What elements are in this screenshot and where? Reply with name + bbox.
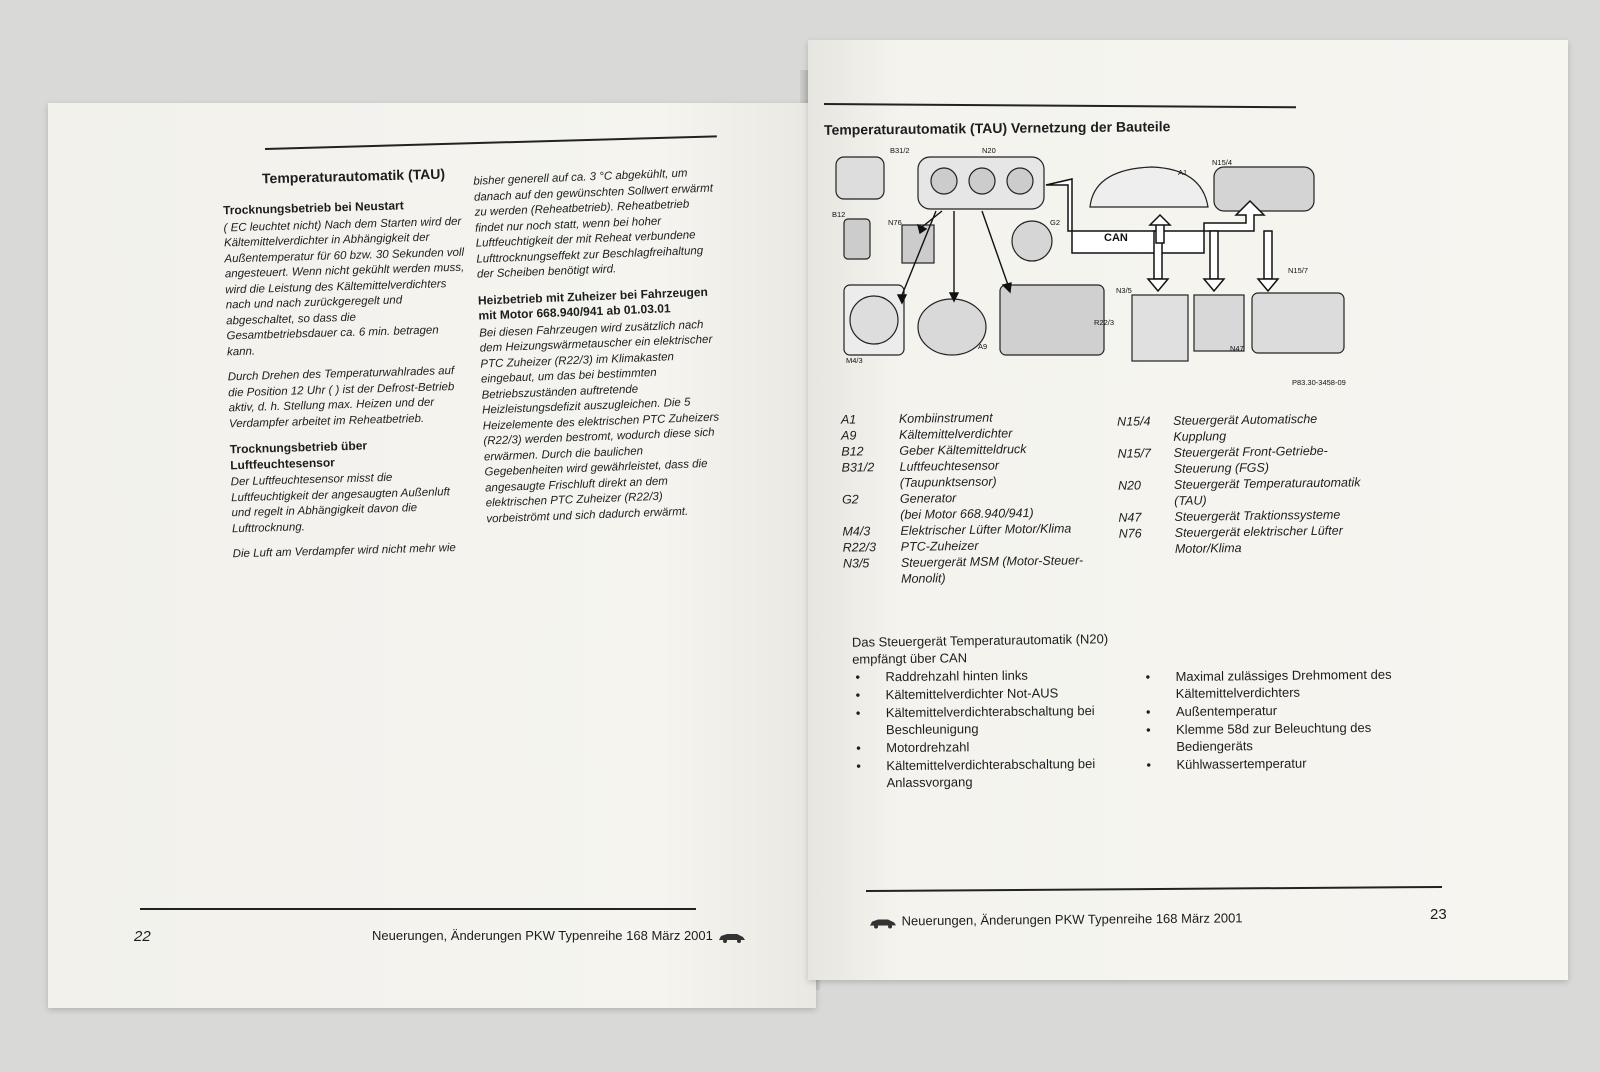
generator-illustration [1012, 221, 1052, 261]
legend-text: Luftfeuchtesensor [899, 458, 1000, 474]
diagram-label: N76 [888, 218, 902, 227]
legend-row [843, 552, 1083, 571]
can-intro-line: Das Steuergerät Temperaturautomatik (N20) [851, 631, 1109, 650]
legend-code: A1 [840, 412, 857, 427]
legend-code: N3/5 [842, 556, 870, 571]
heading-trocknung-luftfeuchte: Trocknungsbetrieb über Luftfeuchtesensor [229, 438, 368, 472]
legend-text: Elektrischer Lüfter Motor/Klima [900, 521, 1072, 538]
car-icon [868, 916, 898, 928]
legend-row [1117, 442, 1360, 461]
paragraph: Der Luftfeuchtesensor misst die Luftfeuchtigkeit der angesaugten Außenluft und regelt in Abhängigkeit davon die Lufttrocknung. [230, 471, 451, 535]
diagram-label: R22/3 [1094, 318, 1115, 327]
right-section-title: Temperaturautomatik (TAU) Vernetzung der Bauteile [823, 118, 1171, 138]
legend-text: Steuergerät Front-Getriebe- [1173, 443, 1328, 460]
left-column-1 [223, 197, 473, 573]
legend-code [842, 487, 900, 488]
legend-code: A9 [841, 428, 857, 443]
heading-trocknung-neustart: Trocknungsbetrieb bei Neustart [222, 198, 404, 218]
bullet-item: • Motordrehzahl [852, 736, 1142, 756]
received-signals-list-left [851, 665, 1142, 792]
legend-code [1118, 505, 1174, 506]
legend-code: N15/4 [1117, 414, 1151, 429]
diagram-label: B31/2 [890, 146, 910, 155]
legend-row [1118, 474, 1361, 493]
legend-code: B31/2 [841, 460, 875, 475]
can-intro-line: empfängt über CAN [852, 650, 968, 667]
legend-code [1118, 473, 1174, 474]
clutch-unit-illustration [1214, 167, 1314, 211]
legend-text: Steuergerät Temperaturautomatik [1173, 475, 1361, 492]
diagram-label: N3/5 [1116, 286, 1132, 295]
diagram-label: A1 [1178, 168, 1188, 177]
diagram-label: G2 [1050, 218, 1061, 227]
diagram-label: N15/4 [1212, 158, 1233, 167]
diagram-label: B12 [832, 210, 846, 219]
left-column-2 [473, 166, 727, 538]
right-page-number: 23 [1430, 906, 1447, 923]
legend-code: R22/3 [842, 540, 877, 555]
paragraph: ( EC leuchtet nicht) Nach dem Starten wird der Kältemittelverdichter in Abhängigkeit der Außentemperatur für 60 bzw. 30 Sekunden voll angesteuert. Wenn nicht gekühlt werden muss, wird die Leistung des Kältemittelverdichters nach und nach zurückgeregelt und abgeschaltet, so dass die Gesamtbetriebsdauer ca. 6 min. betragen kann. [223, 215, 465, 358]
car-icon [717, 931, 747, 943]
legend-text: (bei Motor 668.940/941) [900, 506, 1034, 522]
legend-text: Steuergerät elektrischer Lüfter [1174, 523, 1343, 540]
legend-code: N76 [1118, 526, 1142, 541]
transmission-ecu-illustration [1252, 293, 1344, 353]
compressor-illustration [918, 299, 986, 355]
legend-text: Generator [899, 491, 957, 506]
legend-row [1119, 522, 1362, 541]
legend-code: N15/7 [1117, 446, 1152, 461]
can-intro [852, 630, 1109, 668]
bullet-item: • Kühlwassertemperatur [1142, 754, 1402, 774]
diagram-label: CAN [1104, 232, 1128, 244]
component-network-diagram [832, 145, 1372, 390]
legend-text: (TAU) [1174, 493, 1207, 508]
legend-code: N20 [1117, 478, 1142, 493]
heading-heizbetrieb: Heizbetrieb mit Zuheizer bei Fahrzeugen mit Motor 668.940/941 ab 01.03.01 [477, 284, 709, 323]
legend-row [1119, 538, 1362, 557]
bullet-item: • Außentemperatur [1142, 701, 1402, 721]
diagram-label: N47 [1230, 344, 1244, 353]
diagram-label: M4/3 [846, 356, 863, 365]
legend-code [843, 583, 901, 584]
legend-right [1117, 410, 1361, 557]
bullet-item: • Raddrehzahl hinten links [851, 665, 1141, 685]
legend-text: Steuerung (FGS) [1173, 460, 1270, 476]
footer-text: Neuerungen, Änderungen PKW Typenreihe 168 März 2001 [372, 928, 713, 943]
paragraph: Bei diesen Fahrzeugen wird zusätzlich nach dem Heizungswärmetauscher ein elektrischer PTC Zuheizer (R22/3) im Klimakasten eingebaut, um das bei bestimmten Betriebszuständen auftretende Heizleistungsdefizit auszugleichen. Die 5 Heizelemente des elektrischen PTC Zuheizers (R22/3) werden bestromt, wodurch diese sich erwärmen. Durch die baulichen Gegebenheiten wird gewährleistet, dass die angesaugte Frischluft direkt an dem elektrischen PTC Zuheizer (R22/3) vorbeiströmt und sich dadurch erwärmt. [478, 318, 720, 525]
legend-text: Monolit) [901, 571, 946, 586]
legend-text: Kältemittelverdichter [899, 426, 1013, 442]
legend-code: N47 [1118, 510, 1142, 525]
instrument-cluster-illustration [1090, 167, 1208, 207]
diagram-label: N20 [982, 146, 996, 155]
legend-text: Steuergerät Automatische [1173, 411, 1318, 428]
legend-left [841, 408, 1084, 587]
legend-code [1119, 553, 1175, 554]
legend-text: Steuergerät MSM (Motor-Steuer- [900, 553, 1084, 570]
legend-row [842, 520, 1082, 539]
legend-text: (Taupunktsensor) [899, 474, 997, 490]
legend-code: B12 [841, 444, 864, 459]
pressure-sensor-illustration [844, 219, 870, 259]
bullet-item: • Kältemittelverdichter Not-AUS [852, 683, 1142, 703]
legend-code: M4/3 [842, 524, 871, 539]
diagram-label: N15/7 [1288, 266, 1309, 275]
paragraph: Die Luft am Verdampfer wird nicht mehr wie [232, 542, 457, 561]
legend-text: PTC-Zuheizer [900, 538, 979, 554]
legend-code [1117, 441, 1173, 442]
engine-ecu-illustration [1132, 295, 1188, 361]
diagram-label: A9 [978, 342, 988, 351]
left-page-number: 22 [134, 928, 151, 945]
legend-text: Motor/Klima [1174, 540, 1242, 556]
paragraph: Durch Drehen des Temperaturwahlrades auf die Position 12 Uhr ( ) ist der Defrost-Betrieb aktiv, d. h. Stellung max. Heizen und der Verdampfer arbeitet im Reheatbetrieb. [227, 365, 455, 430]
legend-code: G2 [841, 492, 859, 507]
legend-text: Geber Kältemitteldruck [899, 442, 1027, 458]
climate-box-illustration [1000, 285, 1104, 355]
footer-text: Neuerungen, Änderungen PKW Typenreihe 168 März 2001 [901, 910, 1243, 929]
legend-text: Steuergerät Traktionssysteme [1174, 507, 1341, 524]
legend-row [843, 568, 1083, 587]
legend-code [842, 519, 900, 520]
traction-ecu-illustration [1194, 295, 1244, 351]
legend-text: Kupplung [1173, 429, 1227, 444]
bullet-item: • Kältemittelverdichterabschaltung bei Anlassvorgang [852, 754, 1142, 791]
figure-reference: P83.30-3458-09 [1292, 378, 1346, 387]
bullet-item: • Kältemittelverdichterabschaltung bei Beschleunigung [852, 701, 1142, 738]
left-section-title: Temperaturautomatik (TAU) [261, 165, 446, 187]
paragraph: bisher generell auf ca. 3 °C abgekühlt, um danach auf den gewünschten Sollwert erwärmt zu werden (Reheatbetrieb). Reheatbetrieb findet nur noch statt, wenn bei hoher Luftfeuchtigkeit der mit Reheat verbundene Lufttrocknungseffekt zur Beschlagfreihaltung der Scheiben benötigt wird. [473, 167, 714, 281]
legend-text: Kombiinstrument [898, 410, 993, 426]
left-bottom-rule [140, 908, 696, 910]
received-signals-list-right [1141, 666, 1402, 775]
bullet-item: • Klemme 58d zur Beleuchtung des Bediengeräts [1142, 719, 1402, 756]
humidity-sensor-illustration [836, 157, 884, 199]
left-footer [372, 928, 747, 943]
bullet-item: • Maximal zulässiges Drehmoment des Kältemittelverdichters [1141, 666, 1401, 703]
